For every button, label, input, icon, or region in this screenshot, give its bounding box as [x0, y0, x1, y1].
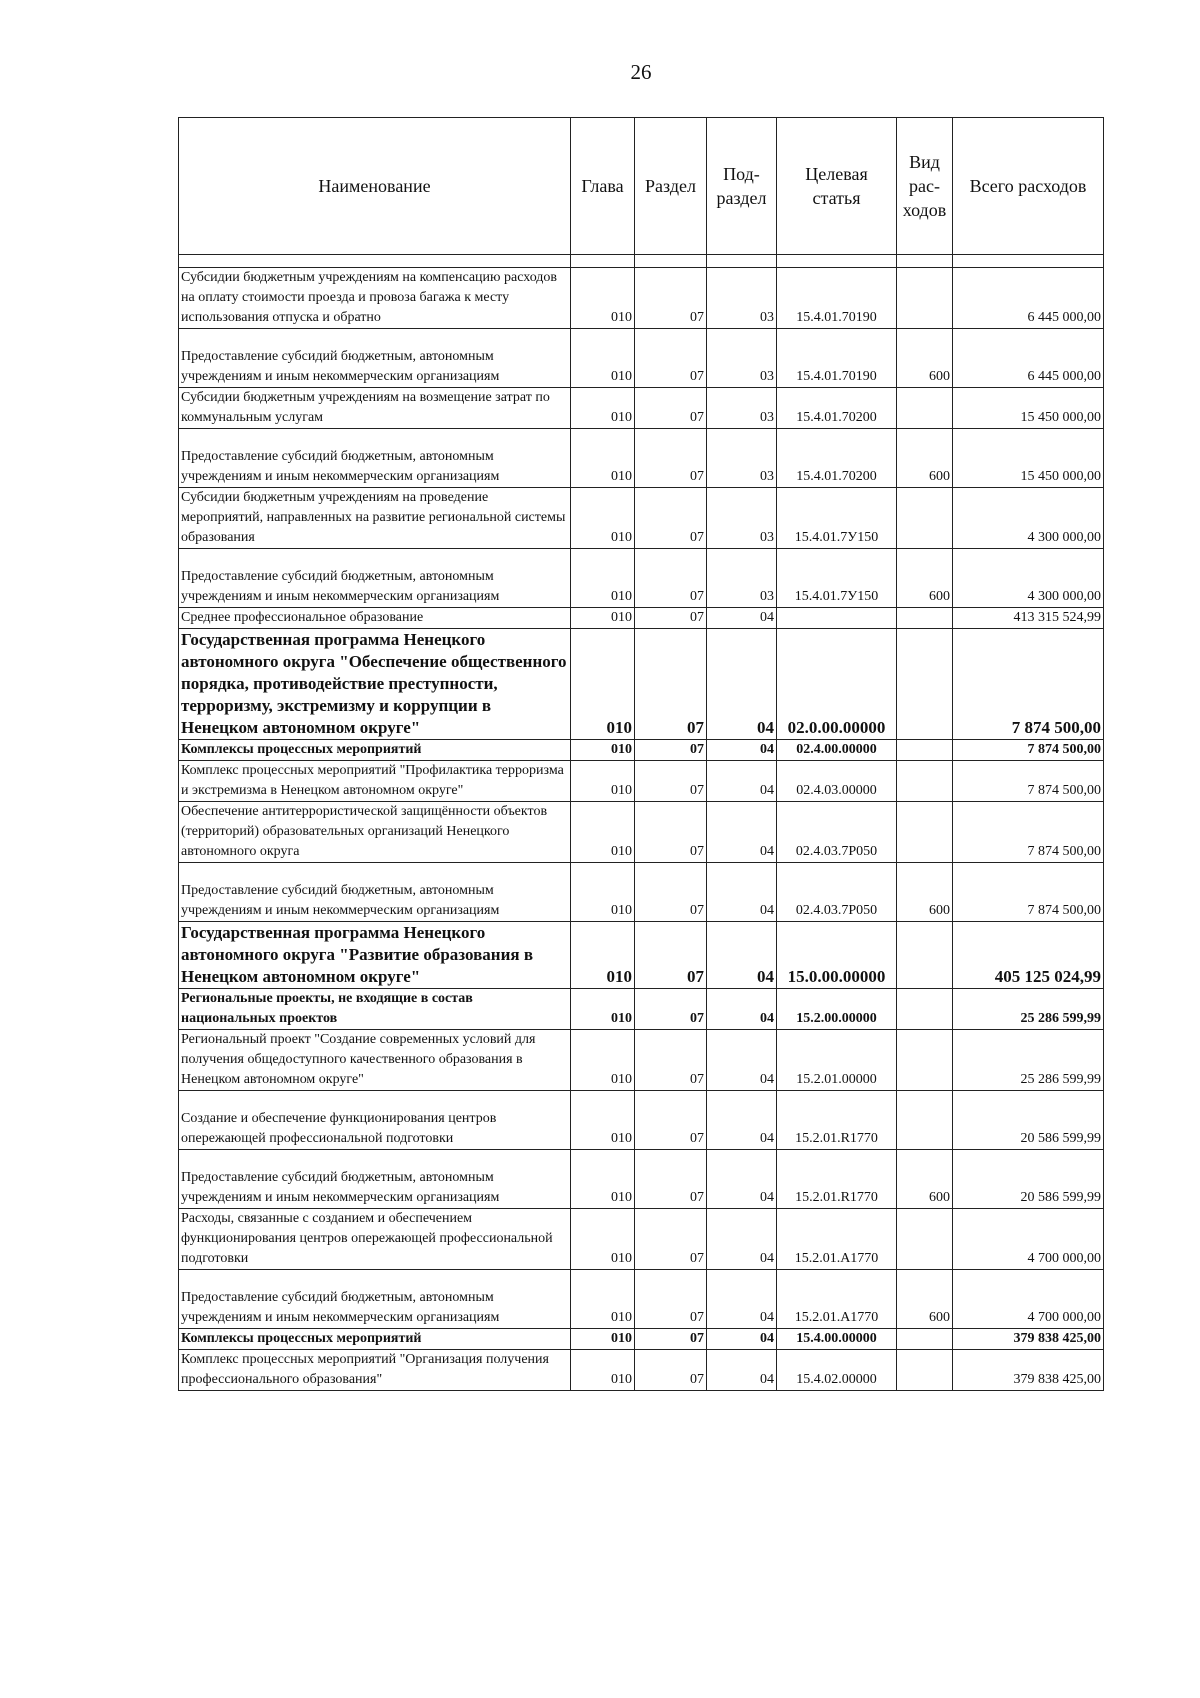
row-chapter: 010 — [571, 1091, 635, 1150]
row-subsection: 04 — [707, 922, 777, 989]
row-name: Предоставление субсидий бюджетным, автономным учреждениям и иным некоммерческим организациям — [179, 1150, 571, 1209]
row-section: 07 — [635, 388, 707, 429]
row-name: Субсидии бюджетным учреждениям на проведение мероприятий, направленных на развитие региональной системы образования — [179, 488, 571, 549]
row-total: 7 874 500,00 — [953, 740, 1104, 761]
row-name: Обеспечение антитеррористической защищённости объектов (территорий) образовательных организаций Ненецкого автономного округа — [179, 802, 571, 863]
row-name: Государственная программа Ненецкого автономного округа "Обеспечение общественного порядка, противодействие преступности, терроризму, экстремизму и коррупции в Ненецком автономном округе" — [179, 629, 571, 740]
row-target: 15.4.01.70190 — [777, 329, 897, 388]
table-row — [179, 922, 1104, 989]
row-target: 02.4.03.00000 — [777, 761, 897, 802]
row-kind — [897, 1209, 953, 1270]
row-subsection: 03 — [707, 388, 777, 429]
row-total: 4 700 000,00 — [953, 1209, 1104, 1270]
row-total: 15 450 000,00 — [953, 388, 1104, 429]
table-header-row — [179, 118, 1104, 255]
row-name: Комплексы процессных мероприятий — [179, 1329, 571, 1350]
table-row — [179, 1150, 1104, 1209]
row-subsection: 03 — [707, 268, 777, 329]
row-name: Предоставление субсидий бюджетным, автономным учреждениям и иным некоммерческим организациям — [179, 1270, 571, 1329]
row-chapter: 010 — [571, 1209, 635, 1270]
row-subsection: 04 — [707, 1091, 777, 1150]
budget-table — [178, 117, 1104, 1391]
row-name: Субсидии бюджетным учреждениям на возмещение затрат по коммунальным услугам — [179, 388, 571, 429]
table-row — [179, 863, 1104, 922]
row-total: 7 874 500,00 — [953, 761, 1104, 802]
row-section: 07 — [635, 608, 707, 629]
table-row — [179, 429, 1104, 488]
table-row — [179, 989, 1104, 1030]
row-total: 4 300 000,00 — [953, 549, 1104, 608]
row-kind: 600 — [897, 1150, 953, 1209]
row-name: Субсидии бюджетным учреждениям на компенсацию расходов на оплату стоимости проезда и провоза багажа к месту использования отпуска и обратно — [179, 268, 571, 329]
row-chapter: 010 — [571, 268, 635, 329]
row-target — [777, 608, 897, 629]
row-total: 4 300 000,00 — [953, 488, 1104, 549]
row-section: 07 — [635, 761, 707, 802]
row-target: 02.0.00.00000 — [777, 629, 897, 740]
row-target: 15.4.01.7У150 — [777, 488, 897, 549]
row-chapter: 010 — [571, 761, 635, 802]
row-name: Расходы, связанные с созданием и обеспечением функционирования центров опережающей профессиональной подготовки — [179, 1209, 571, 1270]
row-chapter: 010 — [571, 802, 635, 863]
row-kind — [897, 268, 953, 329]
row-kind — [897, 740, 953, 761]
header-expense-type: Вид рас- ходов — [897, 118, 953, 255]
row-kind — [897, 1030, 953, 1091]
row-total: 20 586 599,99 — [953, 1091, 1104, 1150]
row-subsection: 04 — [707, 1329, 777, 1350]
row-subsection: 04 — [707, 608, 777, 629]
row-total: 6 445 000,00 — [953, 329, 1104, 388]
row-name: Региональные проекты, не входящие в состав национальных проектов — [179, 989, 571, 1030]
row-subsection: 03 — [707, 429, 777, 488]
row-total: 15 450 000,00 — [953, 429, 1104, 488]
row-kind: 600 — [897, 429, 953, 488]
row-chapter: 010 — [571, 1150, 635, 1209]
row-name: Государственная программа Ненецкого автономного округа "Развитие образования в Ненецком автономном округе" — [179, 922, 571, 989]
row-subsection: 04 — [707, 989, 777, 1030]
table-row — [179, 388, 1104, 429]
row-chapter: 010 — [571, 329, 635, 388]
row-section: 07 — [635, 329, 707, 388]
row-chapter: 010 — [571, 429, 635, 488]
row-subsection: 03 — [707, 329, 777, 388]
row-section: 07 — [635, 549, 707, 608]
row-target: 15.4.01.7У150 — [777, 549, 897, 608]
row-subsection: 04 — [707, 761, 777, 802]
row-total: 4 700 000,00 — [953, 1270, 1104, 1329]
table-row — [179, 488, 1104, 549]
row-subsection: 04 — [707, 1150, 777, 1209]
table-row — [179, 329, 1104, 388]
row-total: 405 125 024,99 — [953, 922, 1104, 989]
table-row — [179, 268, 1104, 329]
row-name: Создание и обеспечение функционирования центров опережающей профессиональной подготовки — [179, 1091, 571, 1150]
row-chapter: 010 — [571, 1270, 635, 1329]
row-chapter: 010 — [571, 863, 635, 922]
row-name: Комплексы процессных мероприятий — [179, 740, 571, 761]
row-subsection: 04 — [707, 1350, 777, 1391]
row-target: 15.4.01.70190 — [777, 268, 897, 329]
row-total: 20 586 599,99 — [953, 1150, 1104, 1209]
row-target: 15.2.01.A1770 — [777, 1270, 897, 1329]
row-section: 07 — [635, 629, 707, 740]
header-total: Всего расходов — [953, 118, 1104, 255]
table-row — [179, 608, 1104, 629]
row-target: 15.2.01.00000 — [777, 1030, 897, 1091]
row-section: 07 — [635, 1150, 707, 1209]
row-total: 379 838 425,00 — [953, 1350, 1104, 1391]
row-total: 7 874 500,00 — [953, 863, 1104, 922]
row-subsection: 04 — [707, 802, 777, 863]
row-section: 07 — [635, 922, 707, 989]
header-subsection: Под- раздел — [707, 118, 777, 255]
row-subsection: 04 — [707, 1209, 777, 1270]
header-section: Раздел — [635, 118, 707, 255]
row-subsection: 03 — [707, 488, 777, 549]
header-name: Наименование — [179, 118, 571, 255]
table-row — [179, 1270, 1104, 1329]
table-row — [179, 1030, 1104, 1091]
row-target: 02.4.00.00000 — [777, 740, 897, 761]
row-subsection: 04 — [707, 1030, 777, 1091]
row-subsection: 04 — [707, 863, 777, 922]
table-row — [179, 740, 1104, 761]
row-name: Предоставление субсидий бюджетным, автономным учреждениям и иным некоммерческим организациям — [179, 863, 571, 922]
row-subsection: 04 — [707, 740, 777, 761]
row-name: Среднее профессиональное образование — [179, 608, 571, 629]
row-section: 07 — [635, 429, 707, 488]
row-chapter: 010 — [571, 608, 635, 629]
table-row — [179, 1209, 1104, 1270]
row-name: Региональный проект "Создание современных условий для получения общедоступного качественного образования в Ненецком автономном округе" — [179, 1030, 571, 1091]
row-kind — [897, 922, 953, 989]
row-chapter: 010 — [571, 488, 635, 549]
row-target: 15.4.00.00000 — [777, 1329, 897, 1350]
spacer-row — [179, 255, 1104, 268]
row-subsection: 03 — [707, 549, 777, 608]
row-name: Предоставление субсидий бюджетным, автономным учреждениям и иным некоммерческим организациям — [179, 549, 571, 608]
row-target: 15.4.01.70200 — [777, 429, 897, 488]
row-chapter: 010 — [571, 549, 635, 608]
table-row — [179, 1350, 1104, 1391]
table-row — [179, 1329, 1104, 1350]
row-chapter: 010 — [571, 1030, 635, 1091]
row-kind — [897, 608, 953, 629]
row-kind — [897, 388, 953, 429]
row-total: 6 445 000,00 — [953, 268, 1104, 329]
row-total: 413 315 524,99 — [953, 608, 1104, 629]
row-chapter: 010 — [571, 989, 635, 1030]
row-total: 25 286 599,99 — [953, 1030, 1104, 1091]
row-section: 07 — [635, 989, 707, 1030]
row-target: 15.0.00.00000 — [777, 922, 897, 989]
row-target: 15.2.00.00000 — [777, 989, 897, 1030]
row-kind — [897, 802, 953, 863]
row-kind: 600 — [897, 549, 953, 608]
row-total: 7 874 500,00 — [953, 629, 1104, 740]
row-target: 15.2.01.R1770 — [777, 1150, 897, 1209]
row-kind — [897, 761, 953, 802]
row-chapter: 010 — [571, 922, 635, 989]
table-row — [179, 629, 1104, 740]
row-chapter: 010 — [571, 629, 635, 740]
row-subsection: 04 — [707, 629, 777, 740]
row-section: 07 — [635, 1030, 707, 1091]
row-kind — [897, 1350, 953, 1391]
row-section: 07 — [635, 740, 707, 761]
row-section: 07 — [635, 1091, 707, 1150]
row-name: Предоставление субсидий бюджетным, автономным учреждениям и иным некоммерческим организациям — [179, 429, 571, 488]
row-name: Комплекс процессных мероприятий "Профилактика терроризма и экстремизма в Ненецком автономном округе" — [179, 761, 571, 802]
table-row — [179, 761, 1104, 802]
header-chapter: Глава — [571, 118, 635, 255]
row-section: 07 — [635, 863, 707, 922]
row-target: 02.4.03.7Р050 — [777, 802, 897, 863]
page-number: 26 — [630, 60, 652, 84]
row-kind — [897, 1091, 953, 1150]
row-section: 07 — [635, 488, 707, 549]
row-kind: 600 — [897, 329, 953, 388]
row-chapter: 010 — [571, 1329, 635, 1350]
row-section: 07 — [635, 1270, 707, 1329]
row-target: 15.2.01.R1770 — [777, 1091, 897, 1150]
header-target: Целевая статья — [777, 118, 897, 255]
row-kind — [897, 488, 953, 549]
row-chapter: 010 — [571, 388, 635, 429]
row-kind — [897, 989, 953, 1030]
row-kind — [897, 1329, 953, 1350]
row-target: 15.4.01.70200 — [777, 388, 897, 429]
row-target: 15.4.02.00000 — [777, 1350, 897, 1391]
row-name: Предоставление субсидий бюджетным, автономным учреждениям и иным некоммерческим организациям — [179, 329, 571, 388]
row-total: 25 286 599,99 — [953, 989, 1104, 1030]
row-target: 15.2.01.A1770 — [777, 1209, 897, 1270]
row-kind: 600 — [897, 863, 953, 922]
row-name: Комплекс процессных мероприятий "Организация получения профессионального образования" — [179, 1350, 571, 1391]
row-kind: 600 — [897, 1270, 953, 1329]
row-section: 07 — [635, 802, 707, 863]
row-kind — [897, 629, 953, 740]
row-total: 379 838 425,00 — [953, 1329, 1104, 1350]
table-row — [179, 549, 1104, 608]
table-row — [179, 802, 1104, 863]
row-total: 7 874 500,00 — [953, 802, 1104, 863]
row-section: 07 — [635, 1329, 707, 1350]
row-section: 07 — [635, 1350, 707, 1391]
row-chapter: 010 — [571, 1350, 635, 1391]
row-section: 07 — [635, 268, 707, 329]
row-subsection: 04 — [707, 1270, 777, 1329]
row-target: 02.4.03.7Р050 — [777, 863, 897, 922]
row-chapter: 010 — [571, 740, 635, 761]
table-row — [179, 1091, 1104, 1150]
row-section: 07 — [635, 1209, 707, 1270]
